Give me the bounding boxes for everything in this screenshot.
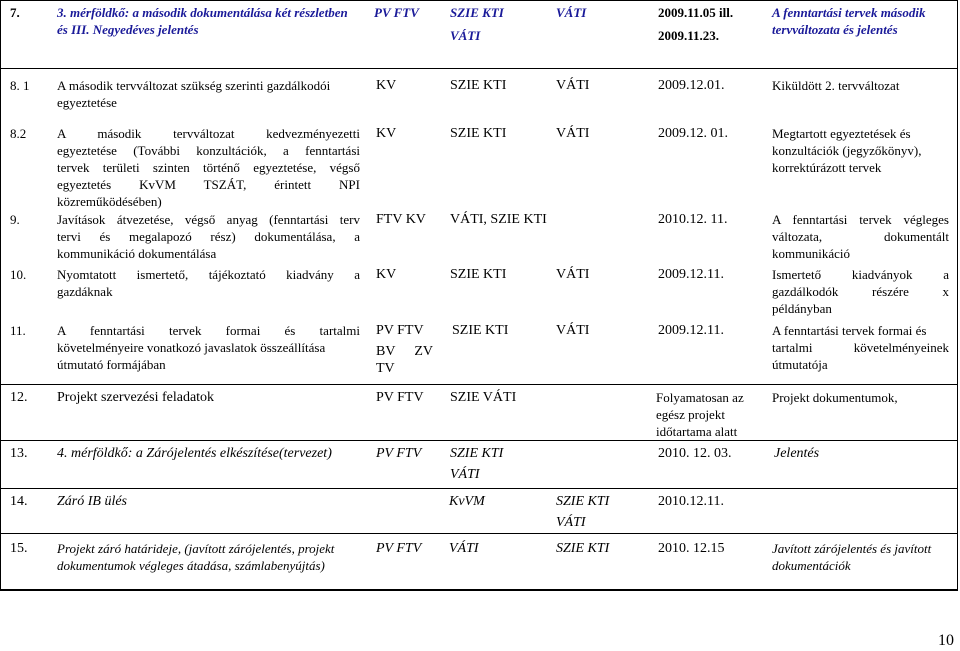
task-line: A fenntartási tervek formai és tartalmi (57, 323, 360, 338)
responsible: KvVM (449, 494, 485, 509)
result-line: korrektúrázott tervek (772, 160, 882, 175)
responsible-line: PV FTV (376, 323, 424, 338)
date: 2010.12. 11. (658, 212, 728, 227)
task: Záró IB ülés (57, 494, 127, 509)
responsible: PV FTV (374, 5, 419, 20)
participant: VÁTI (449, 541, 479, 556)
row-divider (0, 440, 958, 441)
responsible: PV FTV (376, 541, 422, 556)
result-line: példányban (772, 301, 832, 316)
row-number: 9. (10, 212, 20, 227)
participant: SZIE KTI (450, 5, 504, 20)
task: 4. mérföldkő: a Zárójelentés elkészítése(tervezet) (57, 446, 332, 461)
result: Projekt dokumentumok, (772, 390, 898, 405)
result-line: tartalmi követelményeinek (772, 340, 949, 355)
result: Jelentés (774, 446, 820, 461)
task-line: kommunikáció dokumentálása (57, 246, 217, 261)
responsible: KV (376, 267, 397, 282)
responsible: KV (376, 126, 397, 141)
participant: VÁTI (450, 467, 480, 482)
participant-extra: VÁTI (556, 5, 587, 20)
result-line: A fenntartási tervek végleges (772, 212, 949, 227)
task-line: tervek területi szinten történő egyeztetése, végső (57, 160, 360, 175)
participant: SZIE KTI (450, 78, 507, 93)
participant: SZIE KTI (450, 126, 507, 141)
task-line: A második tervváltozat kedvezményezetti (57, 126, 360, 141)
date: 2010.12.11. (658, 494, 724, 509)
row-divider (0, 384, 958, 385)
participant: VÁTI, SZIE KTI (450, 212, 547, 227)
row-number: 8.2 (10, 126, 27, 141)
responsible-line: TV (376, 361, 395, 376)
participant: SZIE KTI (556, 494, 610, 509)
participant: SZIE KTI (450, 446, 504, 461)
task-line: Javítások átvezetése, végső anyag (fenntartási terv (57, 212, 360, 227)
date: 2009.12.11. (658, 323, 724, 338)
page-number: 10 (938, 632, 954, 649)
result-line: gazdálkodók részére x (772, 284, 949, 299)
row-number: 11. (10, 323, 26, 338)
participant-extra: SZIE KTI (556, 541, 610, 556)
participant: SZIE KTI (452, 323, 509, 338)
date-line: Folyamatosan az (656, 390, 744, 405)
participant: VÁTI (450, 28, 481, 43)
task-line: Nyomtatott ismertető, tájékoztató kiadvány a (57, 267, 360, 282)
result-line: kommunikáció (772, 246, 850, 261)
date-line: 2009.11.23. (658, 28, 720, 43)
responsible-line: BV ZV (376, 344, 433, 359)
result-line: konzultációk (jegyzőkönyv), (772, 143, 922, 158)
date: 2009.12.11. (658, 267, 724, 282)
task-line: útmutató formájában (57, 357, 166, 372)
result-line: tervváltozata és jelentés (772, 22, 898, 37)
row-divider (0, 0, 958, 1)
row-number: 14. (10, 494, 28, 509)
row-number: 10. (10, 267, 27, 282)
task: Projekt szervezési feladatok (57, 390, 215, 405)
row-number: 15. (10, 541, 28, 556)
task-line: egyeztetése (57, 95, 117, 110)
responsible: FTV KV (376, 212, 426, 227)
participant: SZIE VÁTI (450, 390, 517, 405)
task-line: közreműködésében) (57, 194, 162, 209)
date-line: egész projekt (656, 407, 725, 422)
task-line: tervi és megalapozó rész) dokumentálása, a (57, 229, 360, 244)
task-line: egyeztetés KvVM TSZÁT, érintett NPI (57, 177, 360, 192)
table-right-border (957, 0, 958, 591)
table-left-border (0, 0, 1, 591)
result-line: A fenntartási tervek második (772, 5, 926, 20)
row-number: 12. (10, 390, 28, 405)
result-line: A fenntartási tervek formai és (772, 323, 927, 338)
task-line: gazdáknak (57, 284, 113, 299)
task-line: követelményeire vonatkozó javaslatok összeállítása (57, 340, 326, 355)
result-line: Ismertető kiadványok a (772, 267, 949, 282)
task-line: Projekt záró határideje, (javított zárójelentés, projekt (57, 541, 335, 556)
task-line: A második tervváltozat szükség szerinti gazdálkodói (57, 78, 331, 93)
participant: VÁTI (556, 515, 586, 530)
responsible: PV FTV (376, 390, 424, 405)
participant-extra: VÁTI (556, 126, 590, 141)
participant-extra: VÁTI (556, 267, 590, 282)
row-number: 7. (10, 5, 20, 20)
participant-extra: VÁTI (556, 323, 590, 338)
date-line: 2009.11.05 ill. (658, 5, 734, 20)
row-divider (0, 488, 958, 489)
row-divider (0, 68, 958, 69)
result: Kiküldött 2. tervváltozat (772, 78, 900, 93)
task-line: és III. Negyedéves jelentés (57, 22, 199, 37)
participant-extra: VÁTI (556, 78, 590, 93)
date: 2010. 12.15 (658, 541, 725, 556)
result-line: dokumentációk (772, 558, 851, 573)
date: 2009.12. 01. (658, 126, 728, 141)
result-line: Javított zárójelentés és javított (772, 541, 932, 556)
date-line: időtartama alatt (656, 424, 738, 439)
responsible: KV (376, 78, 397, 93)
result-line: Megtartott egyeztetések és (772, 126, 911, 141)
participant: SZIE KTI (450, 267, 507, 282)
responsible: PV FTV (376, 446, 422, 461)
task-line: 3. mérföldkő: a második dokumentálása két részletben (57, 5, 348, 20)
result-line: változata, dokumentált (772, 229, 949, 244)
row-number: 13. (10, 446, 28, 461)
date: 2010. 12. 03. (658, 446, 732, 461)
table-bottom-border (0, 589, 958, 591)
task-line: egyeztetése (További konzultációk, a fenntartási (57, 143, 360, 158)
result-line: útmutatója (772, 357, 828, 372)
row-number: 8. 1 (10, 78, 30, 93)
task-line: dokumentumok végleges átadása, számlabenyújtás) (57, 558, 325, 573)
row-divider (0, 533, 958, 534)
date: 2009.12.01. (658, 78, 725, 93)
